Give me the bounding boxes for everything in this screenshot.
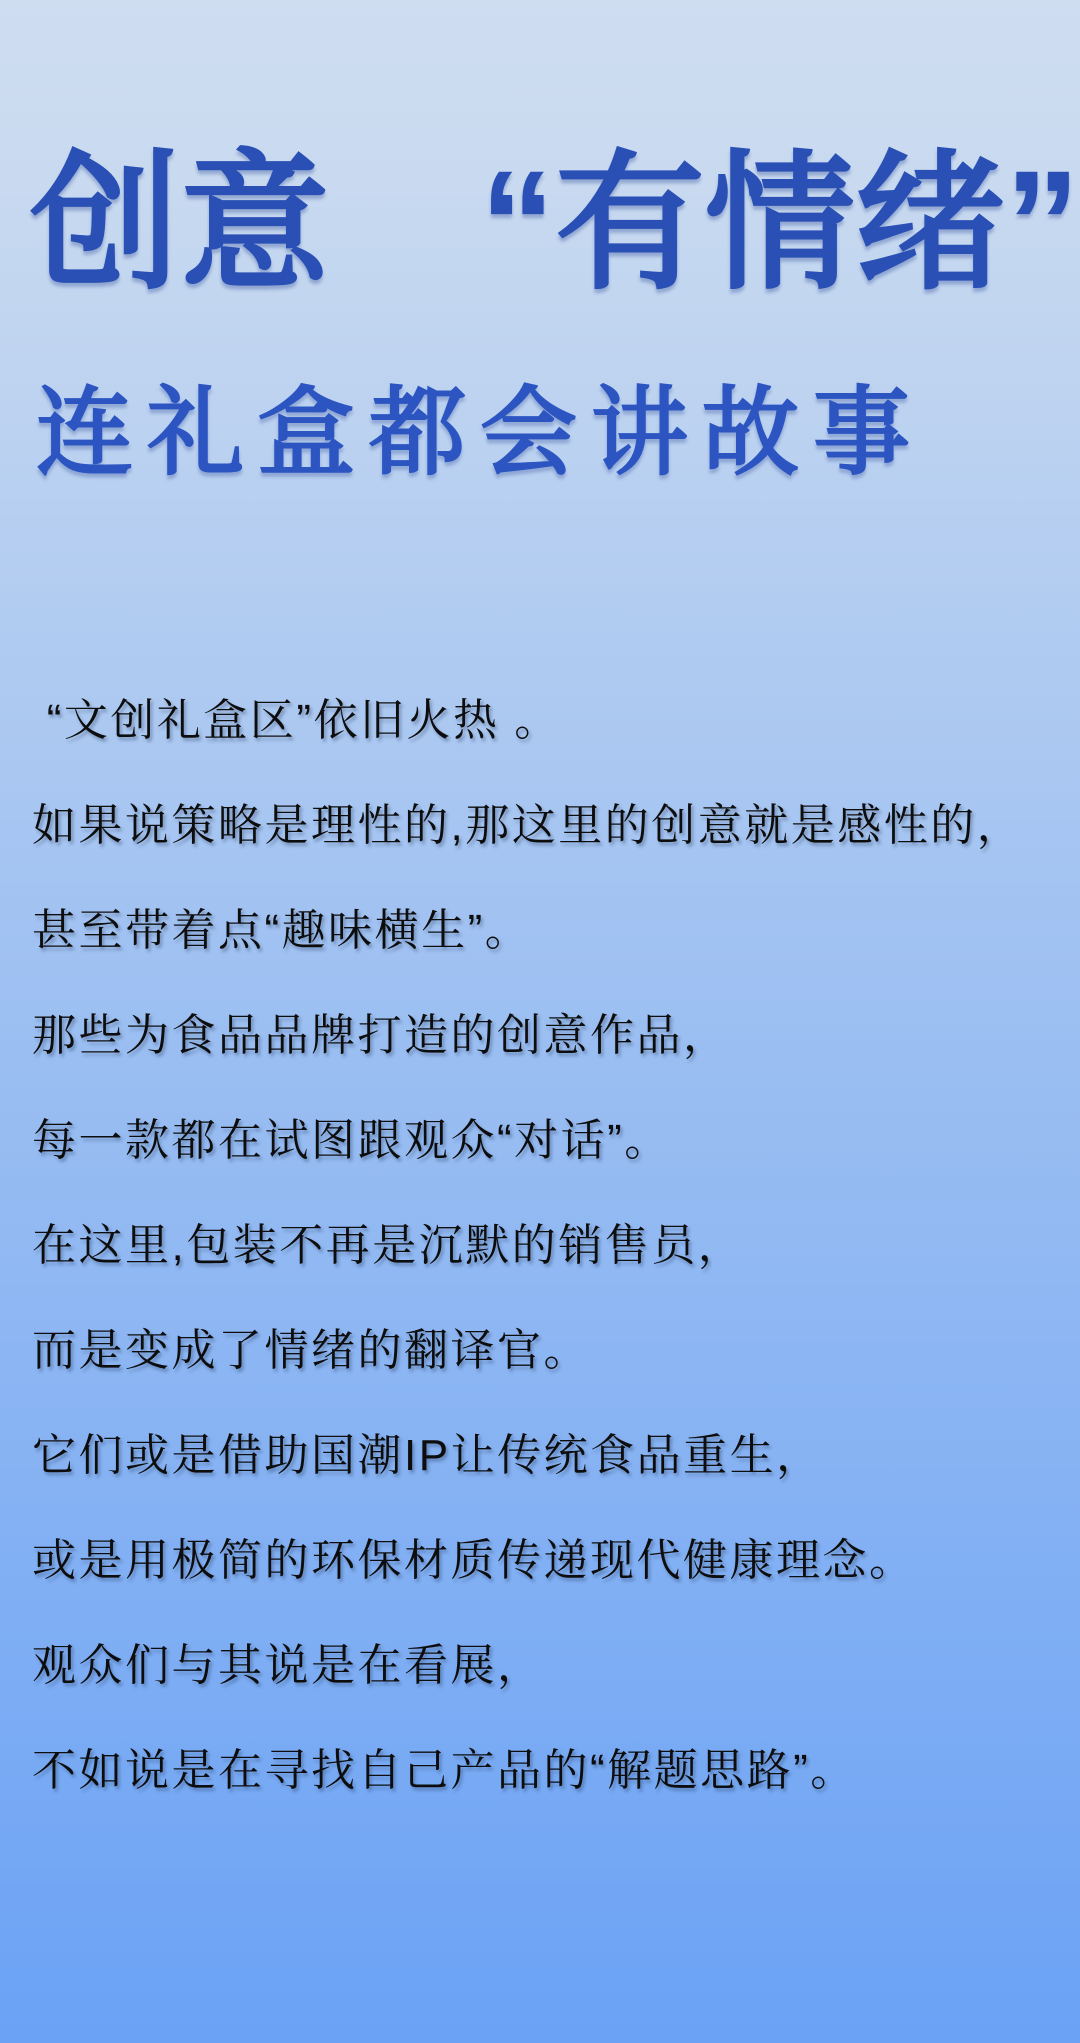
paragraph: 观众们与其说是在看展，: [32, 1641, 544, 1690]
paragraph: 不如说是在寻找自己产品的“解题思路”。: [32, 1746, 857, 1795]
paragraph: 每一款都在试图跟观众“对话”。: [32, 1116, 671, 1165]
body-text: [32, 668, 1060, 1823]
paragraph: 那些为食品品牌打造的创意作品，: [32, 1011, 730, 1060]
main-title: 创意 “有情绪”: [30, 139, 1080, 307]
paragraph: 在这里,包装不再是沉默的销售员，: [32, 1221, 745, 1270]
paragraph: 而是变成了情绪的翻译官。: [32, 1326, 590, 1375]
subtitle: 连礼盒都会讲故事: [36, 378, 924, 487]
paragraph: 它们或是借助国潮IP让传统食品重生，: [32, 1431, 823, 1480]
paragraph: 如果说策略是理性的,那这里的创意就是感性的，: [32, 801, 1024, 850]
paragraph: “文创礼盒区”依旧火热 。: [32, 696, 561, 745]
paragraph: 甚至带着点“趣味横生”。: [32, 906, 532, 955]
paragraph: 或是用极简的环保材质传递现代健康理念。: [32, 1536, 916, 1585]
